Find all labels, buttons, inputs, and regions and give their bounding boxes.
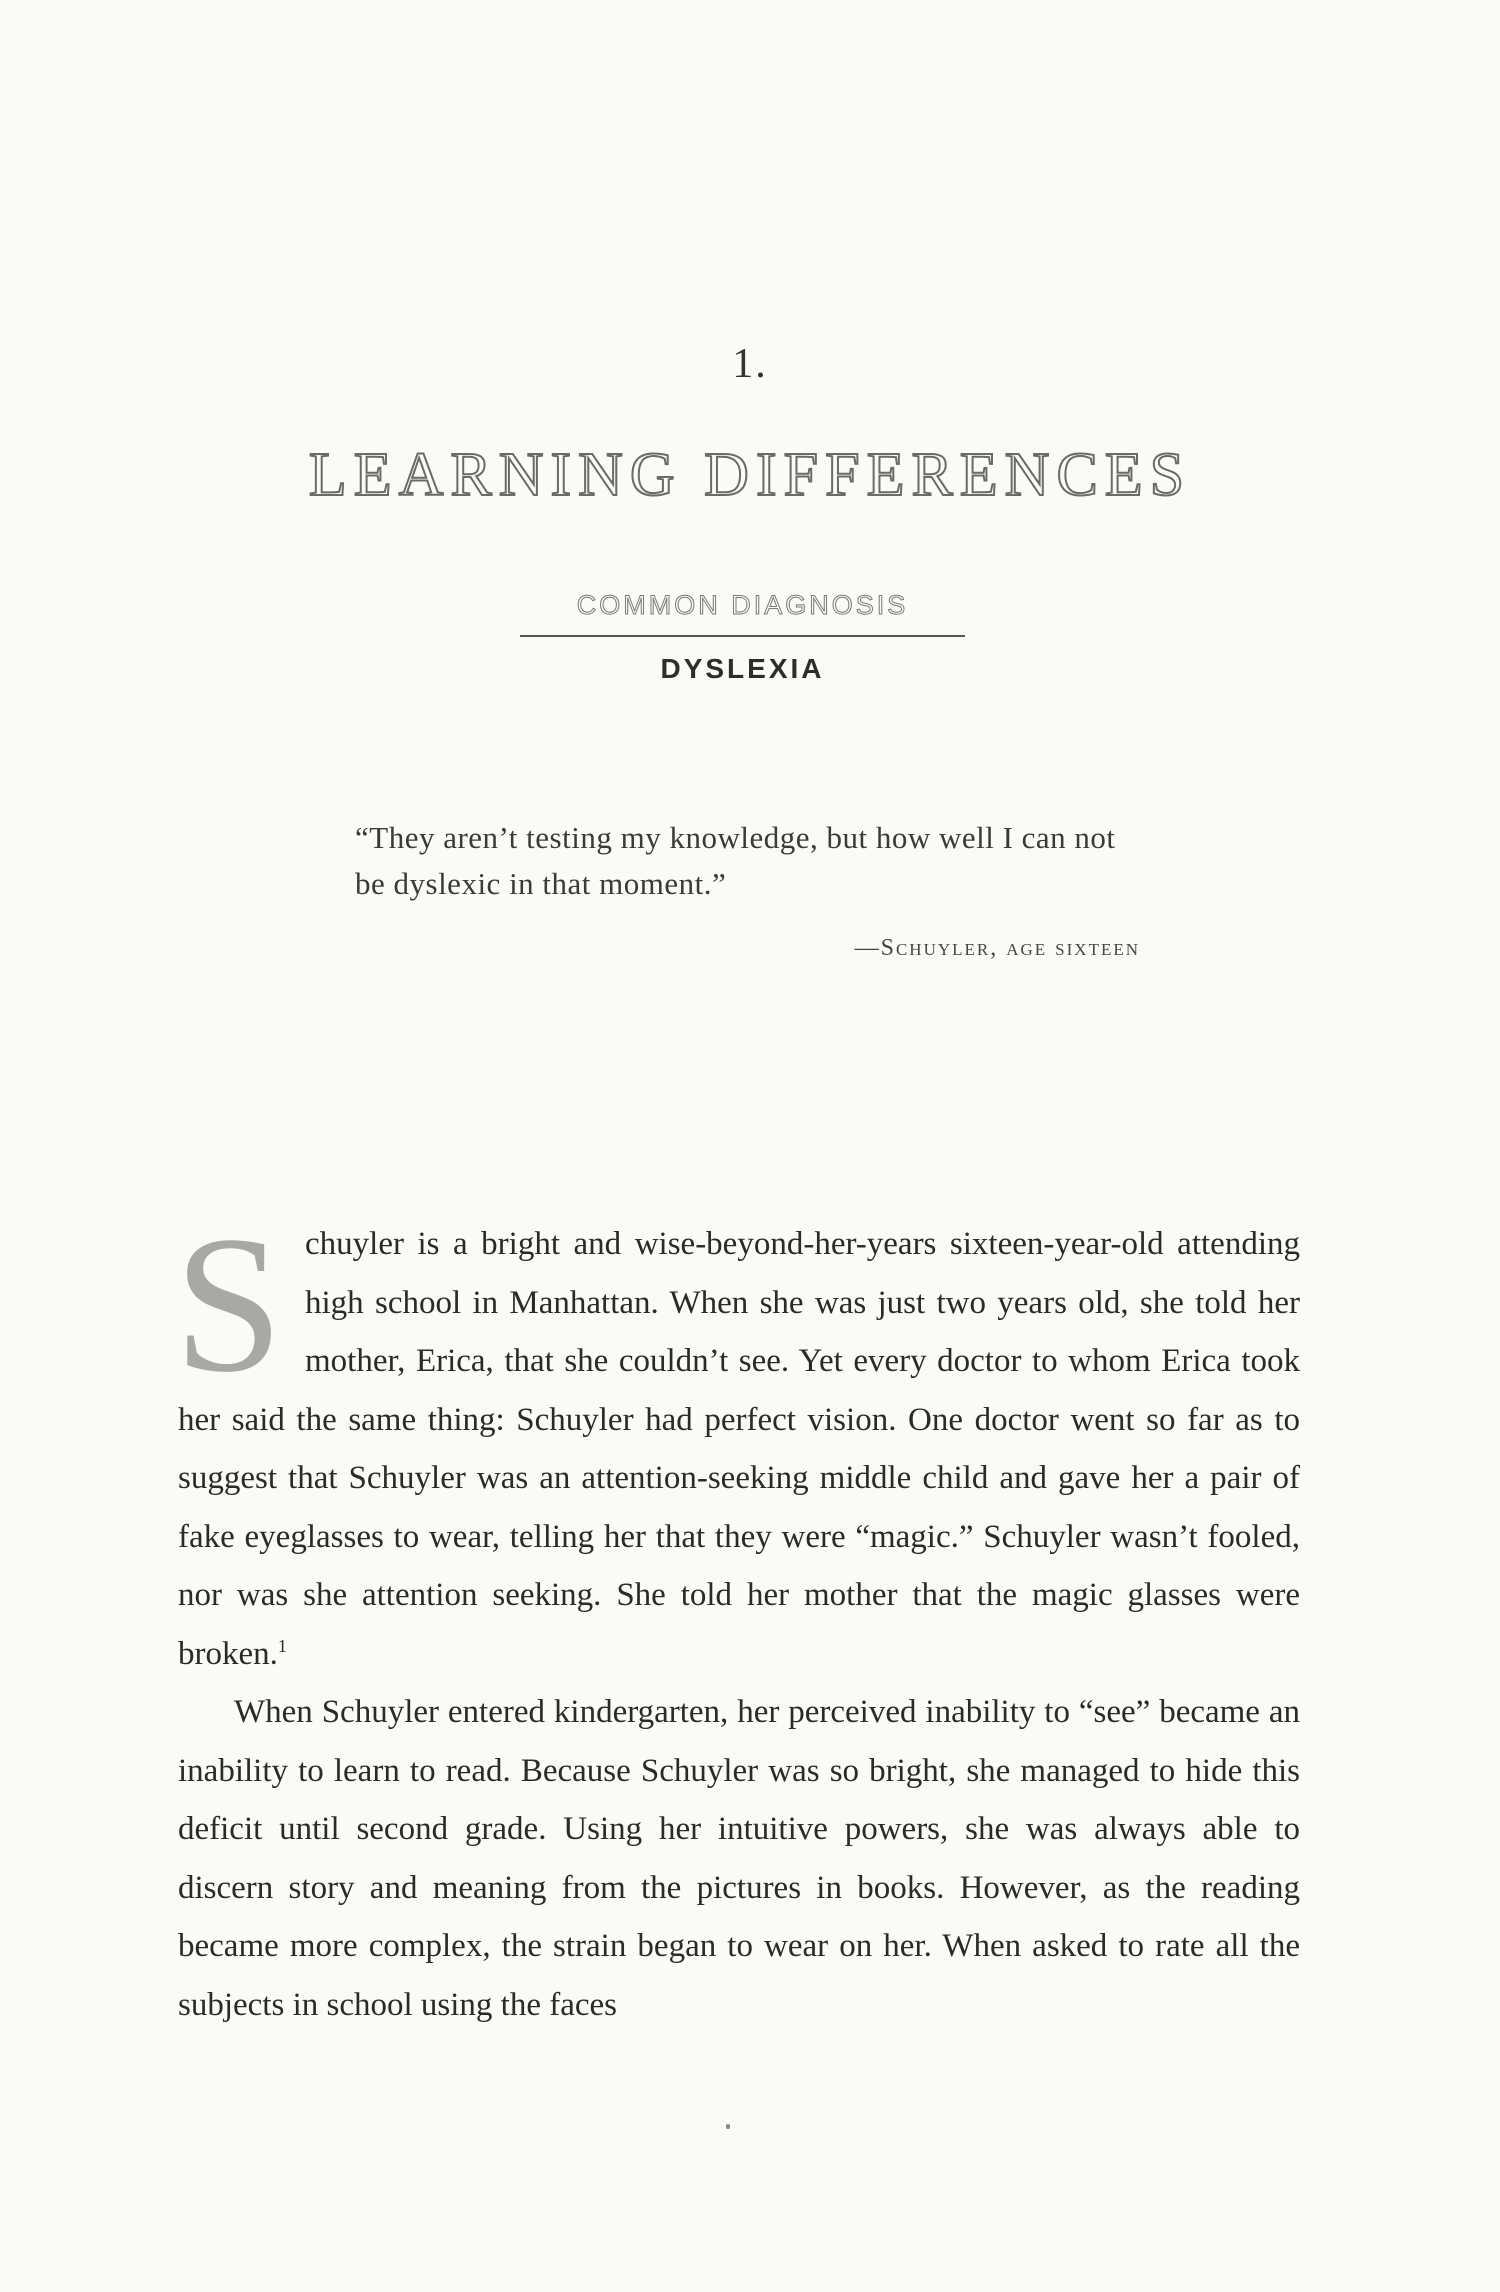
paragraph-1: [174, 1196, 1300, 1683]
chapter-number: 1.: [732, 341, 768, 387]
diagnosis-name: DYSLEXIA: [660, 653, 825, 684]
chapter-title: LEARNING DIFFERENCES: [308, 441, 1192, 509]
page-mark: [726, 2124, 730, 2129]
footnote-reference[interactable]: 1: [277, 1635, 287, 1656]
paragraph-1-text: chuyler is a bright and wise-beyond-her-years sixteen-year-old attending high school in Manhattan. When she was just two years old, she told her mother, Erica, that she couldn’t see. Yet every doctor to whom Erica took her said the same thing: Schuyler had perfect vision. One doctor went so far as to suggest that Schuyler was an attention-seeking middle child and gave her a pair of fake eyeglasses to wear, telling her that they were “magic.” Schuyler wasn’t fooled, nor was she attention seeking. She told her mother that the magic glasses were broken.: [178, 1226, 1300, 1672]
body-text: [174, 1196, 1300, 2034]
diagnosis-box: [520, 590, 965, 685]
drop-cap: S: [174, 1196, 284, 1413]
epigraph-quote: “They aren’t testing my knowledge, but how well I can not be dyslexic in that moment.”: [355, 820, 1116, 901]
epigraph-attribution: —Schuyler, age sixteen: [854, 935, 1140, 961]
paragraph-2: When Schuyler entered kindergarten, her perceived inability to “see” became an inability to learn to read. Because Schuyler was so bright, she managed to hide this deficit until second grade. Using her intuitive powers, she was always able to discern story and meaning from the pictures in books. However, as the reading became more complex, the strain began to wear on her. When asked to rate all the subjects in school using the faces: [178, 1694, 1300, 2023]
diagnosis-label: COMMON DIAGNOSIS: [520, 590, 965, 637]
